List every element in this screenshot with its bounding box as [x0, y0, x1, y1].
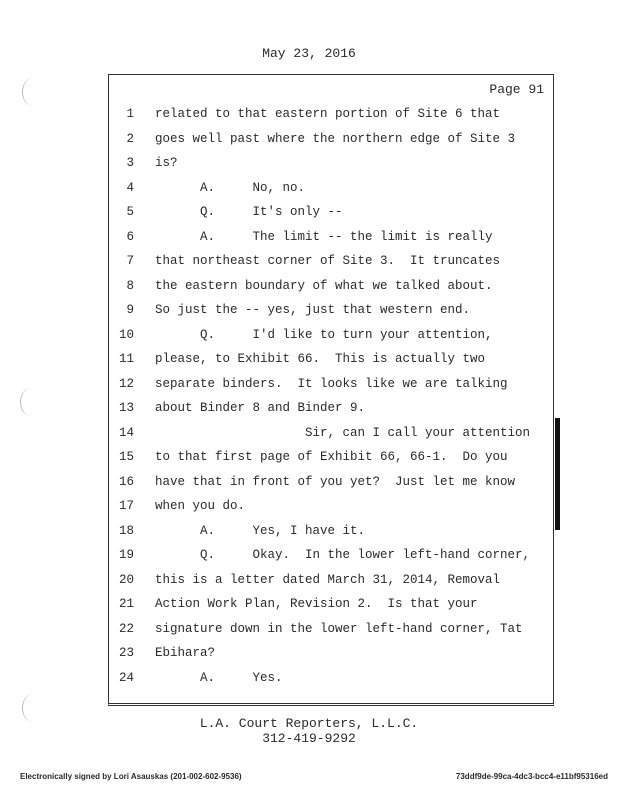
- line-text: Q. It's only --: [155, 205, 343, 219]
- line-text: Action Work Plan, Revision 2. Is that your: [155, 597, 478, 611]
- line-number: 10: [118, 327, 134, 342]
- line-text: this is a letter dated March 31, 2014, Removal: [155, 572, 501, 587]
- line-number: 13: [118, 401, 134, 415]
- line-text: A. No, no.: [155, 180, 306, 195]
- transcript-line: [0, 205, 560, 225]
- transcript-line: [0, 597, 560, 617]
- line-text: please, to Exhibit 66. This is actually two: [155, 352, 486, 366]
- line-text: that northeast corner of Site 3. It truncates: [155, 254, 501, 268]
- line-number: 3: [126, 156, 134, 170]
- line-text: A. Yes, I have it.: [155, 523, 366, 538]
- transcript-line: [0, 622, 560, 642]
- footer-phone: 312-419-9292: [262, 731, 356, 746]
- transcript-line: [0, 254, 560, 274]
- transcript-line: [0, 156, 560, 176]
- transcript-line: [0, 352, 560, 372]
- line-number: 14: [118, 425, 134, 440]
- transcript-line: [0, 132, 560, 152]
- line-text: about Binder 8 and Binder 9.: [155, 401, 366, 415]
- line-number: 12: [118, 376, 134, 391]
- line-number: 6: [126, 229, 134, 244]
- transcript-line: [0, 279, 560, 299]
- transcript-line: [0, 181, 560, 201]
- line-text: Sir, can I call your attention: [155, 425, 531, 440]
- line-text: have that in front of you yet? Just let me know: [155, 474, 516, 489]
- line-number: 15: [118, 450, 134, 464]
- line-number: 22: [118, 621, 134, 636]
- line-text: Q. I'd like to turn your attention,: [155, 327, 493, 342]
- transcript-line: [0, 303, 560, 323]
- document-id: 73ddf9de-99ca-4dc3-bcc4-e11bf95316ed: [455, 772, 608, 781]
- line-text: separate binders. It looks like we are talking: [155, 376, 508, 391]
- line-number: 16: [118, 474, 134, 489]
- line-number: 2: [126, 131, 134, 146]
- punch-hole-middle: [20, 388, 41, 416]
- line-number: 1: [126, 107, 134, 121]
- electronic-signature: Electronically signed by Lori Asauskas (201-002-602-9536): [20, 772, 242, 781]
- line-text: the eastern boundary of what we talked about.: [155, 278, 493, 293]
- line-text: Ebihara?: [155, 646, 216, 660]
- line-number: 5: [126, 205, 134, 219]
- line-text: when you do.: [155, 499, 246, 513]
- transcript-line: [0, 524, 560, 544]
- transcript-line: [0, 377, 560, 397]
- transcript-line: [0, 426, 560, 446]
- transcript-line: [0, 450, 560, 470]
- line-text: to that first page of Exhibit 66, 66-1. Do you: [155, 450, 508, 464]
- transcript-line: [0, 573, 560, 593]
- transcript-line: [0, 328, 560, 348]
- line-text: Q. Okay. In the lower left-hand corner,: [155, 548, 531, 562]
- transcript-line: [0, 548, 560, 568]
- line-number: 8: [126, 278, 134, 293]
- transcript-line: [0, 646, 560, 666]
- line-text: So just the -- yes, just that western end.: [155, 303, 471, 317]
- line-number: 7: [126, 254, 134, 268]
- line-number: 17: [118, 499, 134, 513]
- line-text: signature down in the lower left-hand corner, Tat: [155, 621, 523, 636]
- transcript-line: [0, 230, 560, 250]
- line-text: goes well past where the northern edge of Site 3: [155, 131, 516, 146]
- line-number: 21: [118, 597, 134, 611]
- transcript-line: [0, 671, 560, 691]
- line-number: 11: [118, 352, 134, 366]
- footer-reporter: L.A. Court Reporters, L.L.C.: [199, 716, 419, 731]
- line-text: A. Yes.: [155, 670, 283, 685]
- transcript-line: [0, 401, 560, 421]
- line-number: 18: [118, 523, 134, 538]
- transcript-line: [0, 499, 560, 519]
- line-number: 19: [118, 548, 134, 562]
- line-number: 9: [126, 303, 134, 317]
- line-number: 24: [118, 670, 134, 685]
- transcript-line: [0, 107, 560, 127]
- line-number: 20: [118, 572, 134, 587]
- page-number: Page 91: [489, 82, 544, 97]
- punch-hole-top: [22, 78, 43, 106]
- line-number: 4: [126, 180, 134, 195]
- line-text: is?: [155, 156, 178, 170]
- line-text: related to that eastern portion of Site 6 that: [155, 107, 501, 121]
- line-text: A. The limit -- the limit is really: [155, 229, 493, 244]
- page-date: May 23, 2016: [262, 46, 356, 61]
- transcript-line: [0, 475, 560, 495]
- margin-bar: [555, 418, 560, 530]
- line-number: 23: [118, 646, 134, 660]
